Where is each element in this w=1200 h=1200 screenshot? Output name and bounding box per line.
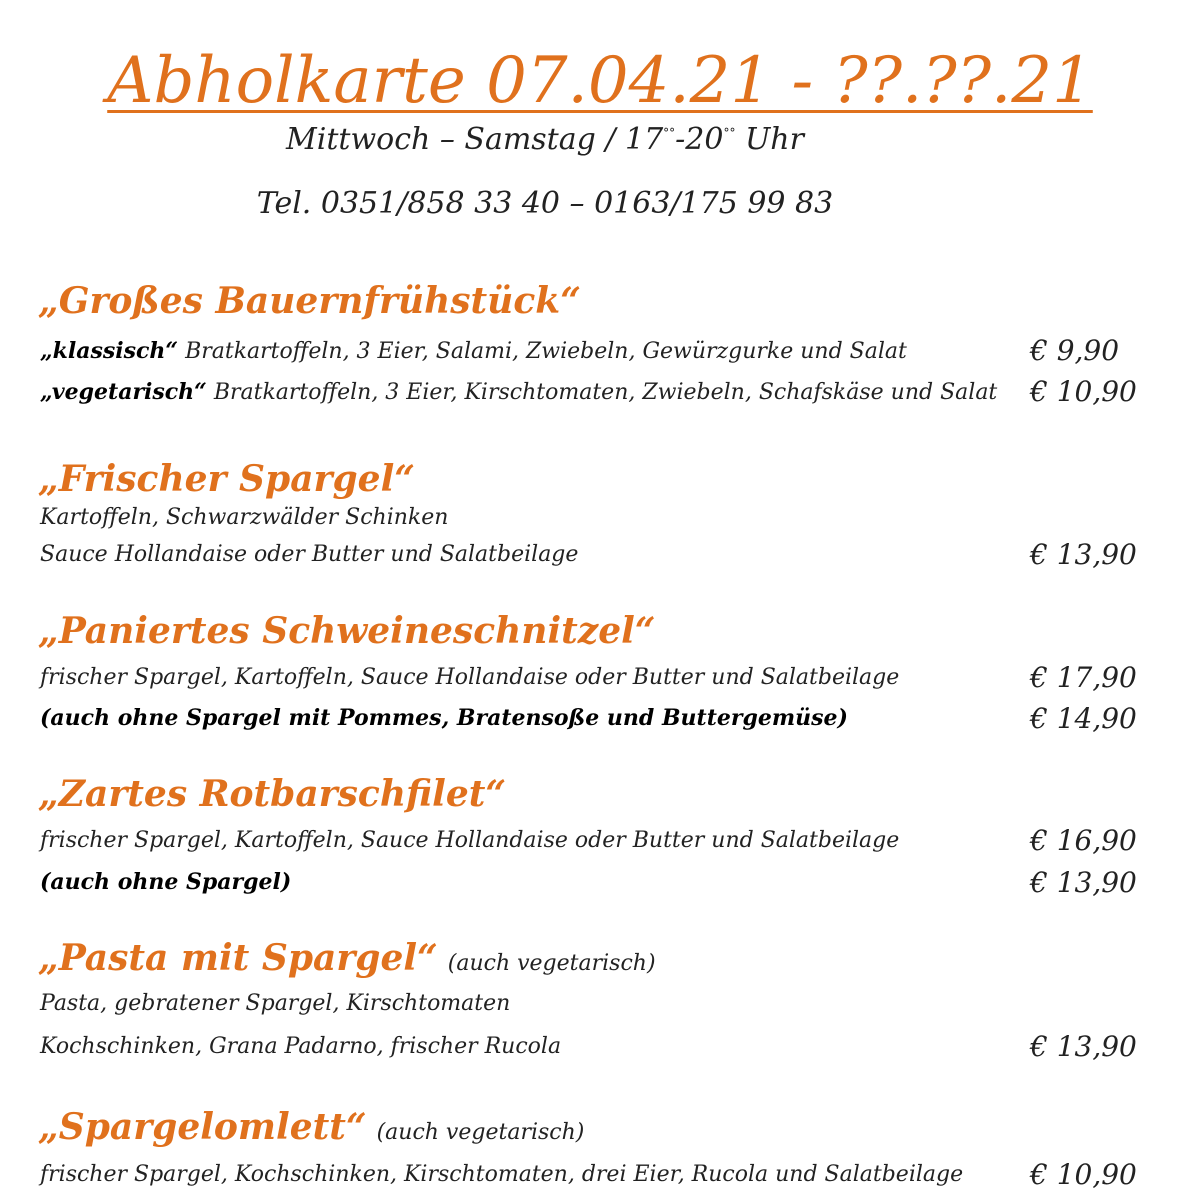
dish-description: frischer Spargel, Kartoffeln, Sauce Hollandaise oder Butter und Salatbeilage bbox=[40, 665, 900, 690]
price: € 13,90 bbox=[1030, 866, 1137, 899]
dish-title-schnitzel: „Paniertes Schweineschnitzel“ bbox=[38, 610, 656, 652]
price: € 10,90 bbox=[1030, 375, 1137, 408]
variant-label: „klassisch“ bbox=[40, 338, 179, 364]
dish-description: Pasta, gebratener Spargel, Kirschtomaten bbox=[40, 991, 511, 1016]
dish-description: Kartoffeln, Schwarzwälder Schinken bbox=[40, 505, 449, 530]
dish-title-rotbarsch: „Zartes Rotbarschfilet“ bbox=[38, 773, 507, 815]
price: € 14,90 bbox=[1030, 702, 1137, 735]
dish-description: Bratkartoffeln, 3 Eier, Kirschtomaten, Zwiebeln, Schafskäse und Salat bbox=[206, 380, 998, 405]
opening-hours-sup-start: °° bbox=[663, 126, 676, 140]
dish-title-spargel: „Frischer Spargel“ bbox=[38, 458, 415, 500]
price: € 13,90 bbox=[1030, 1030, 1137, 1063]
menu-line bbox=[40, 338, 907, 364]
phone-numbers: Tel. 0351/858 33 40 – 0163/175 99 83 bbox=[256, 186, 834, 221]
dish-description: Kochschinken, Grana Padarno, frischer Rucola bbox=[40, 1034, 562, 1059]
dish-title-text: „Spargelomlett“ bbox=[38, 1106, 367, 1148]
dish-alternative: (auch ohne Spargel mit Pommes, Bratensoße und Buttergemüse) bbox=[40, 705, 848, 731]
dish-alternative: (auch ohne Spargel) bbox=[40, 869, 292, 895]
opening-hours-days: Mittwoch – Samstag / 17 bbox=[286, 122, 664, 157]
price: € 13,90 bbox=[1030, 538, 1137, 571]
opening-hours-unit: Uhr bbox=[735, 122, 804, 157]
opening-hours bbox=[0, 122, 1090, 157]
dish-title-bauernfruehstueck: „Großes Bauernfrühstück“ bbox=[38, 280, 581, 322]
variant-label: „vegetarisch“ bbox=[40, 379, 207, 405]
dish-title-text: „Pasta mit Spargel“ bbox=[38, 937, 438, 979]
menu-title: Abholkarte 07.04.21 - ??.??.21 bbox=[107, 44, 1093, 118]
dish-note: (auch vegetarisch) bbox=[447, 951, 656, 976]
dish-description: frischer Spargel, Kochschinken, Kirschtomaten, drei Eier, Rucola und Salatbeilage bbox=[40, 1162, 964, 1187]
dish-description: frischer Spargel, Kartoffeln, Sauce Hollandaise oder Butter und Salatbeilage bbox=[40, 828, 900, 853]
price: € 10,90 bbox=[1030, 1158, 1137, 1191]
opening-hours-sup-end: °° bbox=[723, 126, 736, 140]
dish-description: Bratkartoffeln, 3 Eier, Salami, Zwiebeln, Gewürzgurke und Salat bbox=[178, 339, 907, 364]
dish-description: Sauce Hollandaise oder Butter und Salatbeilage bbox=[40, 542, 579, 567]
dish-title-omlett bbox=[38, 1106, 584, 1148]
dish-title-pasta bbox=[38, 937, 656, 979]
menu-line bbox=[40, 379, 997, 405]
price: € 17,90 bbox=[1030, 661, 1137, 694]
opening-hours-end: -20 bbox=[675, 122, 724, 157]
price: € 16,90 bbox=[1030, 824, 1137, 857]
dish-note: (auch vegetarisch) bbox=[376, 1120, 585, 1145]
price: € 9,90 bbox=[1030, 334, 1120, 367]
